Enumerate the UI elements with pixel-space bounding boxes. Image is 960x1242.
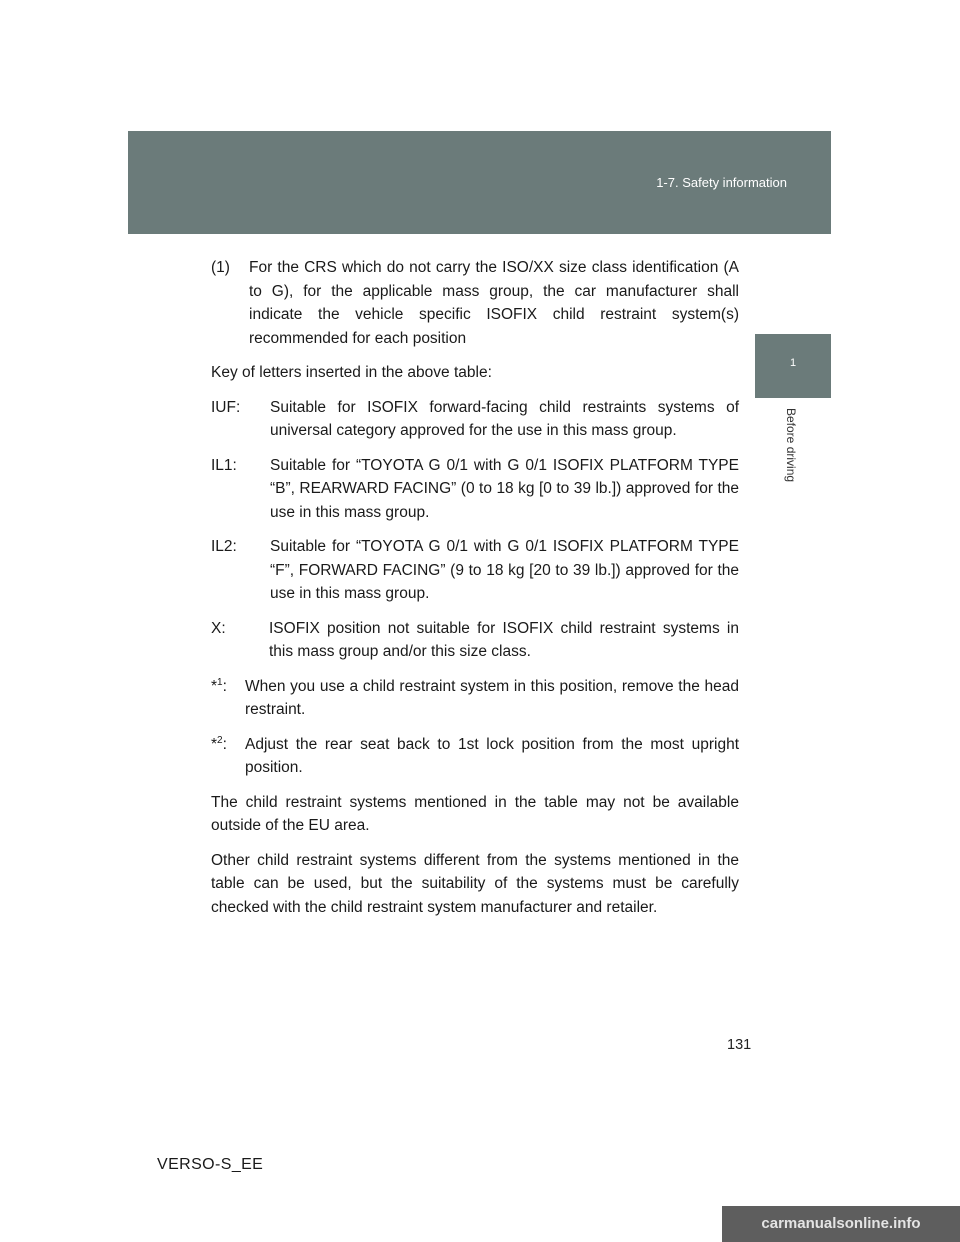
page-number: 131 (727, 1037, 752, 1053)
key-item-x (211, 617, 739, 664)
key-text: Suitable for ISOFIX forward-facing child restraints systems of universal category approved for the use in this mass group. (270, 398, 739, 439)
note-label: (1) (211, 259, 230, 276)
key-text: Suitable for “TOYOTA G 0/1 with G 0/1 ISOFIX PLATFORM TYPE “B”, REARWARD FACING” (0 to 18 kg [0 to 39 lb.]) approved for the use in this mass group. (270, 456, 739, 521)
key-code: IL1: (211, 456, 237, 474)
footnote-1 (211, 675, 739, 722)
key-item-il2 (211, 535, 739, 606)
footnote-text: When you use a child restraint system in this position, remove the head restraint. (245, 677, 739, 718)
key-text: Suitable for “TOYOTA G 0/1 with G 0/1 ISOFIX PLATFORM TYPE “F”, FORWARD FACING” (9 to 18 kg [20 to 39 lb.]) approved for the use in this mass group. (270, 538, 739, 602)
chapter-number: 1 (789, 357, 797, 369)
watermark-banner (722, 1206, 960, 1242)
key-text: ISOFIX position not suitable for ISOFIX child restraint systems in this mass group and/or this size class. (269, 619, 739, 660)
note-text: For the CRS which do not carry the ISO/XX size class identification (A to G), for the applicable mass group, the car manufacturer shall indicate the vehicle specific ISOFIX child restraint system(s) recommended for each position (249, 259, 739, 347)
chapter-label: Before driving (784, 408, 798, 483)
key-item-il1 (211, 454, 739, 525)
footnote-colon: : (222, 735, 227, 753)
key-code: IUF: (211, 398, 241, 416)
footnote-number: 1 (217, 676, 223, 688)
footnote-text: Adjust the rear seat back to 1st lock position from the most upright position. (245, 735, 739, 776)
footnote-marker (211, 675, 245, 722)
key-code: X: (211, 619, 226, 637)
footnote-asterisk: * (211, 735, 218, 753)
footnote-colon: : (222, 677, 227, 695)
page-content (211, 256, 739, 930)
key-item-iuf (211, 396, 739, 443)
section-title: 1-7. Safety information (656, 175, 787, 190)
footnote-number: 2 (217, 734, 223, 746)
model-code: VERSO-S_EE (157, 1156, 264, 1173)
header-band (128, 131, 831, 234)
footnote-2 (211, 733, 739, 780)
watermark-text: carmanualsonline.info (761, 1215, 921, 1232)
availability-paragraph: The child restraint systems mentioned in the table may not be available outside of the EU area. (211, 793, 739, 834)
key-heading: Key of letters inserted in the above table: (211, 364, 492, 381)
footnote-asterisk: * (211, 677, 218, 695)
key-code: IL2: (211, 538, 237, 555)
table-note-1 (211, 256, 739, 350)
chapter-tab (755, 334, 831, 398)
footnote-marker (211, 733, 245, 780)
other-systems-paragraph: Other child restraint systems different from the systems mentioned in the table can be used, but the suitability of the systems must be carefully checked with the child restraint system manufacturer and retailer. (211, 851, 739, 916)
